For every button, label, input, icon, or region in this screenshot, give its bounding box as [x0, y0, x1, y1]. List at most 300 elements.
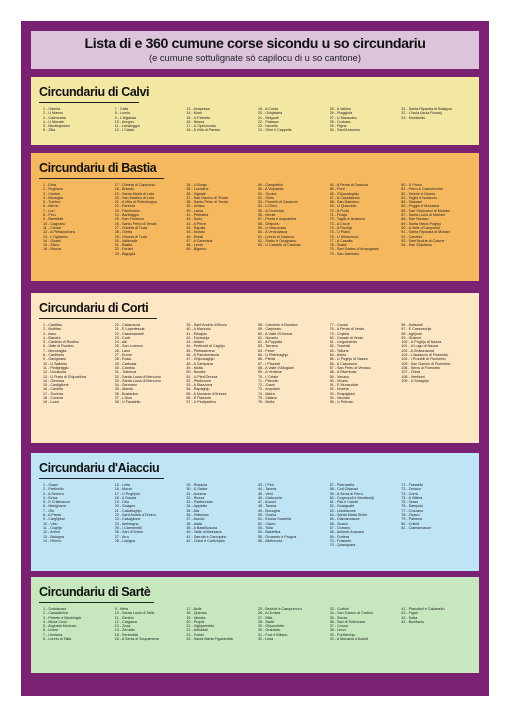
commune-item: 63 - U Castellu di Casinca — [257, 243, 301, 248]
commune-item: 54 - L'Olmu — [257, 204, 277, 209]
section-title: Circundariu di Bastia — [39, 161, 157, 175]
section-underline — [39, 318, 157, 319]
commune-item: 44 - Pedicorti di Caghju — [186, 344, 225, 349]
commune-item: 14 - Zerubia — [114, 628, 135, 633]
commune-item: 65 - Porri — [329, 187, 345, 192]
commune-item: 73 - Corrà — [401, 491, 418, 496]
commune-item: 25 - San Lorenzu — [114, 344, 143, 349]
commune-item: 3 - Ascu — [43, 331, 57, 336]
commune-item: 16 - A Serra di Scupamena — [114, 637, 159, 642]
commune-item: 21 - A Villa di Pietrabugnu — [114, 200, 157, 205]
commune-item: 23 - Corti — [114, 335, 130, 340]
commune-column — [330, 607, 402, 641]
commune-item: 56 - E Piazzole — [186, 396, 212, 401]
commune-item: 25 - Belvide è Campumoru — [257, 607, 302, 611]
commune-item: 13 - Balogna — [43, 534, 64, 539]
commune-item: 85 - Poggiu è Mezzana — [401, 204, 440, 209]
commune-item: 47 - Aucciò — [257, 500, 277, 505]
commune-item: 37 - San Gavinu di Tenda — [186, 195, 228, 200]
commune-item: 10 - U Salicetu — [43, 361, 68, 366]
commune-item: 63 - Tarranu — [257, 344, 278, 349]
commune-item: 4 - Moca Croci — [43, 619, 67, 624]
commune-item: 64 - A Penta di Casinca — [329, 183, 368, 187]
commune-item: 15 - Castiglione — [43, 383, 69, 388]
commune-column — [43, 183, 115, 256]
section-title: Circundariu di Calvi — [39, 85, 150, 99]
commune-item: 23 - Casaglione — [114, 517, 141, 522]
commune-item: 103 - L'Isulacciu di Fiumorbu — [401, 353, 449, 358]
commune-item: 53 - Prunelli di Casaconi — [257, 200, 298, 205]
commune-item: 9 - Mela — [114, 607, 128, 611]
commune-item: 76 - Sampolo — [401, 504, 424, 509]
commune-item: 18 - Corscia — [43, 396, 63, 401]
page-subtitle: (e cumune sottulignate sò capilocu di u so cantone) — [149, 53, 361, 63]
commune-item: 5 - Tumino — [43, 200, 61, 205]
commune-column — [401, 483, 473, 547]
commune-item: 62 - A Poppata — [257, 340, 283, 345]
commune-item: 46 - Rutali — [186, 234, 204, 239]
commune-item: 31 - Azzana — [186, 491, 206, 496]
commune-item: 73 - A Croce — [329, 221, 350, 226]
commune-item: 38 - Lecci — [329, 628, 346, 633]
commune-item: 33 - Biguglia — [114, 251, 136, 256]
commune-item: 39 - A Bastilicaccia — [186, 525, 218, 530]
commune-column — [401, 607, 473, 641]
commune-item: 32 - L'Isula (Isula Rossa) — [401, 111, 442, 116]
commune-item: 42 - Figari — [401, 611, 418, 616]
commune-item: 31 - Santa Riparata di Balagna — [401, 107, 452, 111]
commune-column — [258, 107, 330, 133]
commune-item: 14 - Renno — [43, 538, 62, 543]
commune-item: 73 - Ampriani — [257, 387, 280, 392]
commune-item: 8 - Loretu di Tallà — [43, 637, 72, 642]
commune-item: 55 - Grosseto è Prugna — [257, 534, 297, 539]
commune-item: 70 - A Porta — [329, 208, 349, 213]
commune-item: 60 - Cognocoli è Munticchji — [329, 495, 374, 500]
section-underline — [39, 478, 164, 479]
commune-item: 25 - A Vallica — [329, 107, 351, 111]
commune-item: 12 - Arbori — [43, 530, 61, 535]
section-sarte — [31, 577, 479, 673]
commune-item: 36 - Sari di Solenzara — [329, 619, 366, 624]
commune-item: 29 - Pigna — [329, 124, 347, 129]
commune-item: 78 - A Penta di Verde — [329, 327, 365, 332]
commune-item: 13 - Zoza — [114, 624, 131, 629]
commune-item: 51 - Scolca — [257, 191, 277, 196]
commune-item: 82 - Velone è Ornetu — [401, 191, 436, 196]
commune-item: 3 - Petretu è Bicchisgià — [43, 615, 81, 620]
commune-item: 37 - L'Alzu — [114, 396, 132, 401]
commune-item: 30 - Granaciu — [257, 628, 281, 633]
commune-column — [330, 483, 402, 547]
commune-item: 21 - Belgudè — [257, 115, 279, 120]
commune-item: 77 - Canari — [329, 323, 348, 327]
commune-item: 30 - Cambia — [114, 365, 135, 370]
commune-item: 74 - A Fiuchja — [329, 225, 352, 230]
commune-item: 47 - Ghjuncaghju — [186, 357, 215, 362]
commune-item: 69 - U Quarciolu — [329, 204, 357, 209]
commune-list — [43, 107, 473, 133]
commune-item: 36 - Vignale — [186, 191, 206, 196]
commune-item: 38 - Alata — [186, 521, 202, 526]
commune-item: 42 - Sorio — [186, 217, 203, 222]
commune-item: 11 - Pedigriggiu — [43, 365, 69, 370]
commune-item: 81 - Ciamannacce — [401, 525, 432, 530]
commune-item: 76 - U Silvareccio — [329, 234, 359, 239]
commune-item: 93 - Rospigliani — [329, 391, 356, 396]
commune-item: 5 - Castellu di Rustinu — [43, 340, 80, 345]
commune-column — [186, 323, 258, 405]
commune-item: 26 - Santu Petru di Tenda — [114, 221, 157, 226]
commune-item: 33 - Santa Lucia di Mercuriu — [114, 378, 161, 383]
commune-item: 75 - U Piano — [329, 230, 351, 235]
commune-item: 9 - Gavignanu — [43, 357, 67, 362]
commune-item: 75 - Tasso — [401, 500, 419, 505]
section-aiacciu — [31, 453, 479, 571]
commune-item: 14 - Muru — [186, 111, 203, 116]
commune-item: 23 - Patrimoniu — [114, 208, 140, 213]
commune-item: 28 - Lopigna — [114, 538, 136, 543]
commune-item: 11 - Lavatoggiu — [114, 124, 140, 129]
commune-item: 7 - Luri — [43, 208, 55, 213]
commune-item: 66 - Ghjucatoghju — [329, 191, 359, 196]
commune-column — [115, 183, 187, 256]
commune-item: 104 - I Prunelli di Fiumorbu — [401, 357, 446, 362]
commune-item: 29 - Carticasi — [114, 361, 137, 366]
commune-item: 46 - A Pancheraccia — [186, 353, 220, 358]
commune-item: 84 - Talasani — [401, 200, 423, 205]
commune-item: 74 - A Vittera — [401, 495, 423, 500]
commune-item: 74 - Matra — [257, 391, 275, 396]
commune-list — [43, 483, 473, 547]
commune-item: 4 - Bianchi — [43, 335, 61, 340]
commune-item: 57 - Pietrosella — [329, 483, 355, 487]
commune-list — [43, 607, 473, 641]
commune-item: 68 - A Valle d'Alisgiani — [257, 365, 294, 370]
commune-item: 80 - Cuttoli — [401, 521, 420, 526]
section-title: Circundariu di Sartè — [39, 585, 151, 599]
commune-item: 32 - Santa Lucia di Mercuriu — [114, 374, 161, 379]
commune-item: 1 - Castifau — [43, 323, 62, 327]
commune-item: 21 - Calcatoghju — [114, 508, 142, 513]
commune-item: 43 - I Peri — [257, 483, 274, 487]
commune-item: 24 - Aiti — [114, 340, 127, 345]
commune-item: 30 - U Salice — [186, 487, 208, 492]
commune-item: 40 - Lama — [186, 208, 203, 213]
commune-item: 22 - Casamaccioli — [114, 331, 144, 336]
commune-item: 68 - San Damianu — [329, 200, 360, 205]
commune-item: 22 - Farinole — [114, 204, 136, 209]
commune-item: 57 - Penta è Acquatella — [257, 217, 297, 222]
commune-item: 9 - Carghjese — [43, 517, 66, 522]
commune-item: 14 - Olcani — [43, 238, 61, 243]
commune-item: 53 - A Stazzona — [186, 383, 213, 388]
commune-item: 25 - I Carmendili — [114, 525, 142, 530]
commune-item: 69 - Guitera — [329, 534, 350, 539]
commune-item: 9 - Barrettali — [43, 217, 64, 222]
commune-item: 27 - U Mausoleu — [329, 115, 357, 120]
page-title: Lista di e 360 cumune corse sicondu u so circundariu — [84, 36, 426, 52]
commune-column — [330, 107, 402, 133]
commune-item: 20 - Propià — [186, 619, 205, 624]
commune-item: 59 - A Serra di Ferru — [329, 491, 363, 496]
commune-item: 38 - Santu Petru di Tenda — [186, 200, 229, 205]
commune-item: 40 - Valle di Mezzana — [186, 530, 222, 535]
commune-item: 90 - A Valle d'Campulori — [401, 225, 441, 230]
commune-item: 66 - Zicavo — [329, 521, 348, 526]
commune-item: 12 - I Catari — [114, 128, 134, 133]
commune-item: 41 - Pietralba — [186, 213, 209, 218]
commune-item: 44 - Rapale — [186, 225, 206, 230]
commune-item: 35 - Zonza — [329, 615, 348, 620]
commune-item: 65 - U Pietricaghju — [257, 353, 289, 358]
commune-item: 52 - Cauro — [257, 521, 276, 526]
commune-item: 98 - Aghjone — [401, 331, 422, 336]
commune-item: 24 - Santa Maria Figaniedda — [186, 637, 233, 642]
commune-item: 34 - Sermanu — [114, 383, 137, 388]
commune-item: 82 - Tocchisi — [329, 344, 351, 349]
commune-item: 10 - Santa Lucia di Tallà — [114, 611, 154, 616]
commune-item: 50 - Ocana — [257, 513, 277, 518]
commune-item: 55 - A Munacia d'Orezza — [186, 391, 227, 396]
commune-item: 48 - A Campana — [186, 361, 213, 366]
commune-item: 83 - Taglio è Isulacciu — [401, 195, 437, 200]
commune-item: 1 - Ersa — [43, 183, 56, 187]
commune-item: 34 - U Borgu — [186, 183, 208, 187]
commune-column — [43, 607, 115, 641]
commune-item: 100 - U Poghju di Nazza — [401, 340, 442, 345]
commune-item: 107 - Chisà — [401, 370, 421, 375]
commune-item: 58 - Ortiporiu — [257, 221, 280, 226]
commune-item: 2 - Moltifau — [43, 327, 62, 332]
commune-column — [186, 107, 258, 133]
commune-item: 42 - Cutuli è Curtichjatu — [186, 538, 225, 543]
commune-item: 41 - Sarrola è Carcupinu — [186, 534, 227, 539]
commune-item: 45 - Murato — [186, 230, 206, 235]
commune-item: 11 - Olmeto — [114, 615, 134, 620]
commune-item: 87 - Santa Lucia di Moriani — [401, 213, 446, 218]
commune-item: 25 - San Fiorenzu — [114, 217, 144, 222]
commune-item: 67 - Corrano — [329, 525, 351, 530]
commune-column — [186, 607, 258, 641]
commune-item: 94 - Vezzani — [329, 396, 350, 401]
commune-item: 18 - Brandu — [114, 187, 134, 192]
commune-item: 27 - Olmeta di Tuda — [114, 225, 148, 230]
commune-item: 102 - A Ghisunaccia — [401, 348, 435, 353]
commune-item: 15 - Letia — [114, 483, 131, 487]
commune-item: 15 - Sisco — [43, 243, 60, 248]
commune-item: 99 - Ghisoni — [401, 335, 422, 340]
commune-item: 15 - U Felicetu — [186, 115, 211, 120]
commune-item: 78 - Zicavu — [401, 513, 420, 518]
commune-item: 17 - Aullè — [186, 607, 202, 611]
section-corti — [31, 293, 479, 443]
commune-item: 28 - Curbara — [329, 119, 351, 124]
commune-item: 22 - Arbiddali — [186, 628, 208, 633]
commune-column — [258, 323, 330, 405]
commune-item: 9 - L'Algaiola — [114, 115, 136, 120]
commune-item: 71 - Frasseto — [401, 483, 424, 487]
commune-item: 42 - Focicchja — [186, 335, 210, 340]
commune-item: 33 - Munticellu — [401, 115, 426, 120]
commune-item: 6 - Marignana — [43, 504, 66, 509]
commune-item: 1 - Osani — [43, 483, 58, 487]
commune-item: 33 - Curbini — [329, 607, 349, 611]
commune-item: 89 - Venacu — [329, 374, 350, 379]
commune-item: 7 - Morosaglia — [43, 348, 67, 353]
commune-column — [115, 607, 187, 641]
commune-item: 56 - Albitreccia — [257, 538, 283, 543]
commune-item: 63 - Urbalacone — [329, 508, 356, 513]
commune-item: 19 - A Costa — [257, 107, 279, 111]
commune-list — [43, 323, 473, 405]
commune-item: 64 - Felce — [257, 348, 275, 353]
commune-item: 35 - Afa — [186, 508, 200, 513]
commune-item: 72 - Zuani — [257, 383, 275, 388]
commune-item: 10 - Aregnu — [114, 119, 134, 124]
commune-item: 86 - A Casanova — [329, 361, 357, 366]
commune-item: 84 - Aleria — [329, 353, 347, 358]
commune-item: 2 - U Manso — [43, 111, 64, 116]
commune-item: 67 - I Piazzali — [257, 361, 281, 366]
commune-item: 3 - Calenzana — [43, 115, 66, 120]
commune-item: 109 - U Solaghju — [401, 378, 429, 383]
commune-column — [401, 107, 473, 133]
commune-item: 26 - Pioggiola — [329, 111, 353, 116]
commune-item: 37 - Conca — [329, 624, 348, 629]
commune-item: 19 - Lozzi — [43, 400, 59, 405]
commune-item: 41 - Erbajolu — [186, 331, 208, 336]
commune-column — [115, 323, 187, 405]
commune-item: 31 - Bastia — [114, 243, 133, 248]
section-title: Circundariu di Corti — [39, 301, 149, 315]
commune-item: 86 - San Ghjuvanni di Moriani — [401, 208, 450, 213]
commune-item: 10 - Cagnanu — [43, 221, 66, 226]
commune-item: 4 - Morsiglia — [43, 195, 64, 200]
commune-item: 105 - San Gavinu di Fiumorbu — [401, 361, 451, 366]
commune-item: 14 - Omessa — [43, 378, 65, 383]
commune-item: 5 - Argiusta Moriccio — [43, 624, 77, 629]
commune-item: 60 - A Valle d'Orezza — [257, 331, 293, 336]
commune-item: 28 - Sartè — [257, 619, 275, 624]
commune-item: 48 - Lento — [186, 243, 203, 248]
commune-item: 32 - Furiani — [114, 247, 134, 252]
commune-item: 6 - Valle di Rustinu — [43, 344, 74, 349]
commune-item: 92 - Noceta — [329, 387, 349, 392]
commune-item: 21 - Vighjaneddu — [186, 624, 215, 629]
commune-item: 18 - A Soccia — [114, 495, 137, 500]
commune-item: 51 - Eccica Suarella — [257, 517, 291, 522]
commune-item: 61 - Nucariu — [257, 335, 279, 340]
section-calvi — [31, 77, 479, 145]
commune-item: 45 - Vero — [257, 491, 273, 496]
commune-item: 36 - Villanova — [186, 513, 209, 518]
commune-item: 71 - Pianellu — [257, 378, 279, 383]
commune-item: 80 - Canale di Verde — [329, 335, 364, 340]
commune-item: 23 - Foddù — [186, 632, 205, 637]
commune-item: 20 - Calacuccia — [114, 323, 141, 327]
commune-item: 79 - San Gavinu d'Ampugnani — [329, 247, 379, 252]
commune-item: 65 - Ciamannacce — [329, 517, 360, 522]
commune-item: 17 - Soveria — [43, 391, 63, 396]
commune-item: 28 - Oletta — [114, 230, 132, 235]
commune-item: 50 - A Volpaiola — [257, 187, 284, 192]
commune-item: 69 - A Verdese — [257, 370, 282, 375]
commune-item: 79 - Palneca — [401, 517, 422, 522]
commune-item: 20 - San Martinu di Lota — [114, 195, 155, 200]
commune-item: 13 - Avapessa — [186, 107, 210, 111]
commune-list — [43, 183, 473, 256]
commune-item: 95 - U Petrosu — [329, 400, 354, 405]
commune-item: 48 - Tavera — [257, 504, 277, 509]
commune-item: 97 - E Casevechje — [401, 327, 432, 332]
commune-item: 101 - U Lugu di Nazza — [401, 344, 438, 349]
commune-item: 52 - Piedicroce — [186, 378, 211, 383]
commune-item: 49 - Bucugnà — [257, 508, 280, 513]
commune-column — [115, 483, 187, 547]
commune-item: 18 - Quenza — [186, 611, 207, 616]
commune-item: 17 - U Speluncatu — [186, 124, 216, 129]
commune-item: 91 - Santa Riparata di Moriani — [401, 230, 451, 235]
commune-column — [186, 483, 258, 547]
section-underline — [39, 602, 154, 603]
commune-item: 39 - Urtaca — [186, 204, 205, 209]
commune-item: 11 - Canari — [43, 225, 61, 230]
commune-item: 40 - A Munacia d'Auddè — [329, 637, 369, 642]
commune-item: 5 - E Cristinacce — [43, 500, 71, 505]
commune-item: 24 - Olmi è Cappella — [257, 128, 292, 133]
commune-item: 58 - Carcheto è Brustico — [257, 323, 298, 327]
commune-column — [43, 483, 115, 547]
commune-item: 35 - Lucciana — [186, 187, 209, 192]
commune-item: 72 - Zevaco — [401, 487, 421, 492]
commune-item: 32 - Rezza — [186, 495, 205, 500]
commune-column — [258, 183, 330, 256]
commune-item: 7 - Calvi — [114, 107, 129, 111]
commune-item: 77 - Cozzano — [401, 508, 424, 513]
commune-item: 88 - San Nicolau — [401, 217, 429, 222]
commune-item: 62 - Sorbu è Ocugnanu — [257, 238, 297, 243]
commune-item: 6 - Livesi — [43, 628, 58, 633]
commune-item: 39 - Sant'Andria di Boziu — [186, 323, 227, 327]
commune-item: 62 - Guargualè — [329, 504, 355, 509]
commune-item: 19 - Orto — [114, 500, 130, 505]
commune-item: 91 - E Muracciole — [329, 383, 359, 388]
commune-item: 37 - Ascolo — [186, 517, 205, 522]
commune-item: 38 - U Favalellu — [114, 400, 141, 405]
commune-item: 43 - Altiani — [186, 340, 204, 345]
commune-item: 60 - A Venzulasca — [257, 230, 288, 235]
commune-item: 6 - Zilia — [43, 128, 56, 133]
commune-item: 70 - Quasquara — [329, 543, 356, 548]
commune-item: 13 - U Pratu di Ghjuvellina — [43, 374, 87, 379]
commune-item: 18 - A Villa di Parasu — [186, 128, 221, 133]
commune-item: 8 - A Piana — [43, 513, 61, 518]
commune-item: 68 - Azilone-Ampaza — [329, 530, 364, 535]
commune-item: 16 - Castirla — [43, 387, 63, 392]
commune-item: 5 - Montegrosso — [43, 124, 70, 129]
commune-item: 2 - Rugliano — [43, 187, 63, 192]
commune-item: 45 - Pietraserena — [186, 348, 215, 353]
commune-item: 40 - A Mazzola — [186, 327, 211, 332]
commune-item: 36 - Bustanicu — [114, 391, 139, 396]
commune-item: 30 - Sant'Antoninu — [329, 128, 360, 133]
commune-item: 16 - Nessa — [186, 119, 205, 124]
commune-item: 22 - Sant'Andria d'Orcinu — [114, 513, 156, 518]
commune-item: 108 - Ventiseri — [401, 374, 425, 379]
commune-item: 29 - Rosazia — [186, 483, 208, 487]
commune-column — [330, 323, 402, 405]
